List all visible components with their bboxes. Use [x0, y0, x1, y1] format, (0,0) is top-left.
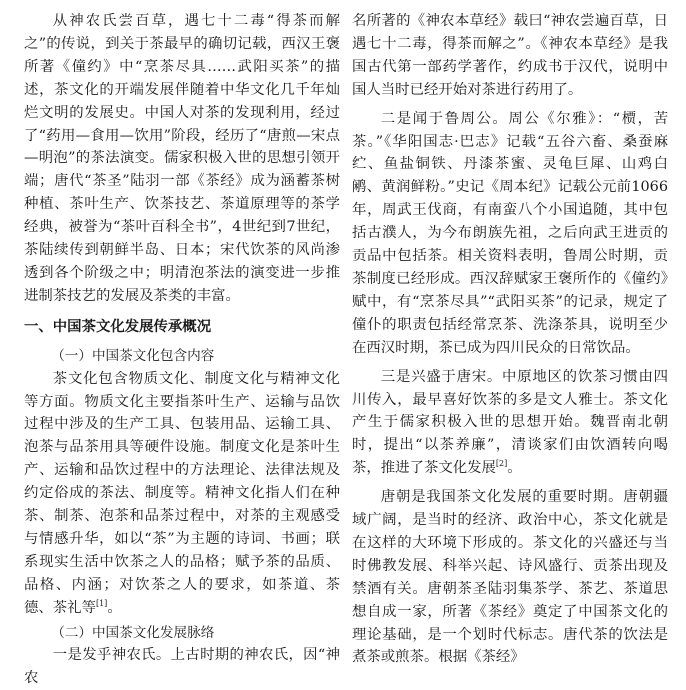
content-paragraph-end: 。 — [107, 599, 122, 616]
continued-paragraph: 名所著的《神农本草经》载曰“神农尝遍百草，日遇七十二毒，得茶而解之”。《神农本草经》是我国古代第一部药学著作，约成书于汉代，说明中国人当时已经开始对茶进行药用了。 — [352, 13, 668, 98]
content-paragraph — [24, 368, 340, 620]
intro-paragraph: 从神农氏尝百草，遇七十二毒“得茶而解之”的传说，到关于茶最早的确切记载，西汉王褒所著《僮约》中“烹茶尽具……武阳买茶”的描述，茶文化的开端发展伴随着中华文化几千年灿烂文明的发展史。中国人对茶的发现利用，经过了“药用—食用—饮用”阶段，经历了“唐煎—宋点—明泡”的茶法演变。儒家积极入世的思想引领开端；唐代“茶圣”陆羽一部《茶经》成为涵蓄茶树种植、茶叶生产、饮茶技艺、茶道原理等的茶学经典，被誉为“茶叶百科全书”，4世纪到7世纪，茶陆续传到朝鲜半岛、日本；宋代饮茶的风尚渗透到各个阶级之中；明清泡茶法的演变进一步推进制茶技艺的发展及茶类的丰富。 — [24, 13, 340, 304]
tang-dynasty-paragraph: 唐朝是我国茶文化发展的重要时期。唐朝疆域广阔，是当时的经济、政治中心，茶文化就是在这样的大环境下形成的。茶文化的兴盛还与当时佛教发展、科举兴起、诗风盛行、贡茶出现及禁酒有关。唐朝茶圣陆羽集茶学、茶艺、茶道思想自成一家，所著《茶经》奠定了中国茶文化的理论基础，是一个划时代标志。唐代茶的饮法是煮茶或煎茶。根据《茶经》 — [352, 489, 668, 666]
left-column — [24, 10, 340, 690]
citation-1: [1] — [95, 598, 108, 608]
subheading-history: （二）中国茶文化发展脉络 — [51, 624, 215, 641]
right-column — [352, 10, 668, 669]
tangsong-paragraph-end: 。 — [507, 460, 522, 477]
subheading-content: （一）中国茶文化包含内容 — [51, 347, 215, 364]
tangsong-paragraph-text: 三是兴盛于唐宋。中原地区的饮茶习惯由四川传入，最早喜好饮茶的多是文人雅士。茶文化产生于儒家积极入世的思想开始。魏晋南北朝时，提出“以茶养廉”，清谈家们由饮酒转向喝茶，推进了茶文化发展 — [352, 368, 668, 477]
shennong-paragraph: 一是发乎神农氏。上古时期的神农氏，因“神农 — [24, 647, 340, 687]
citation-2: [2] — [495, 459, 508, 469]
tangsong-paragraph — [352, 366, 668, 481]
content-paragraph-text: 茶文化包含物质文化、制度文化与精神文化等方面。物质文化主要指茶叶生产、运输与品饮过程中涉及的生产工具、包装用品、运输工具、泡茶与品茶用具等硬件设施。制度文化是茶叶生产、运输和品饮过程中的方法理论、法律法规及约定俗成的茶法、制度等。精神文化指人们在种茶、制茶、泡茶和品茶过程中，对茶的主观感受与情感升华，如以“茶”为主题的诗词、书画；联系现实生活中饮茶之人的品格；赋予茶的品质、品格、内涵；对饮茶之人的要求，如茶道、茶德、茶礼等 — [24, 370, 340, 616]
zhougong-paragraph: 二是闻于鲁周公。周公《尔雅》：“槚，苦茶。”《华阳国志·巴志》记载“五谷六畜、桑蚕麻纻、鱼盐铜铁、丹漆茶蜜、灵龟巨犀、山鸡白鹇、黄润鲜粉。”史记《周本纪》记载公元前1066年，周武王伐商，有南蛮八个小国追随，其中包括古濮人，为今布朗族先祖，之后向武王进贡的贡品中包括茶。相关资料表明，鲁周公时期，贡茶制度已经形成。西汉辞赋家王褒所作的《僮约》赋中，有“烹茶尽具”“武阳买茶”的记录，规定了僮仆的职责包括经常烹茶、洗涤茶具，说明至少在西汉时期，茶已成为四川民众的日常饮品。 — [352, 110, 668, 356]
section-heading: 一、中国茶文化发展传承概况 — [24, 318, 212, 335]
